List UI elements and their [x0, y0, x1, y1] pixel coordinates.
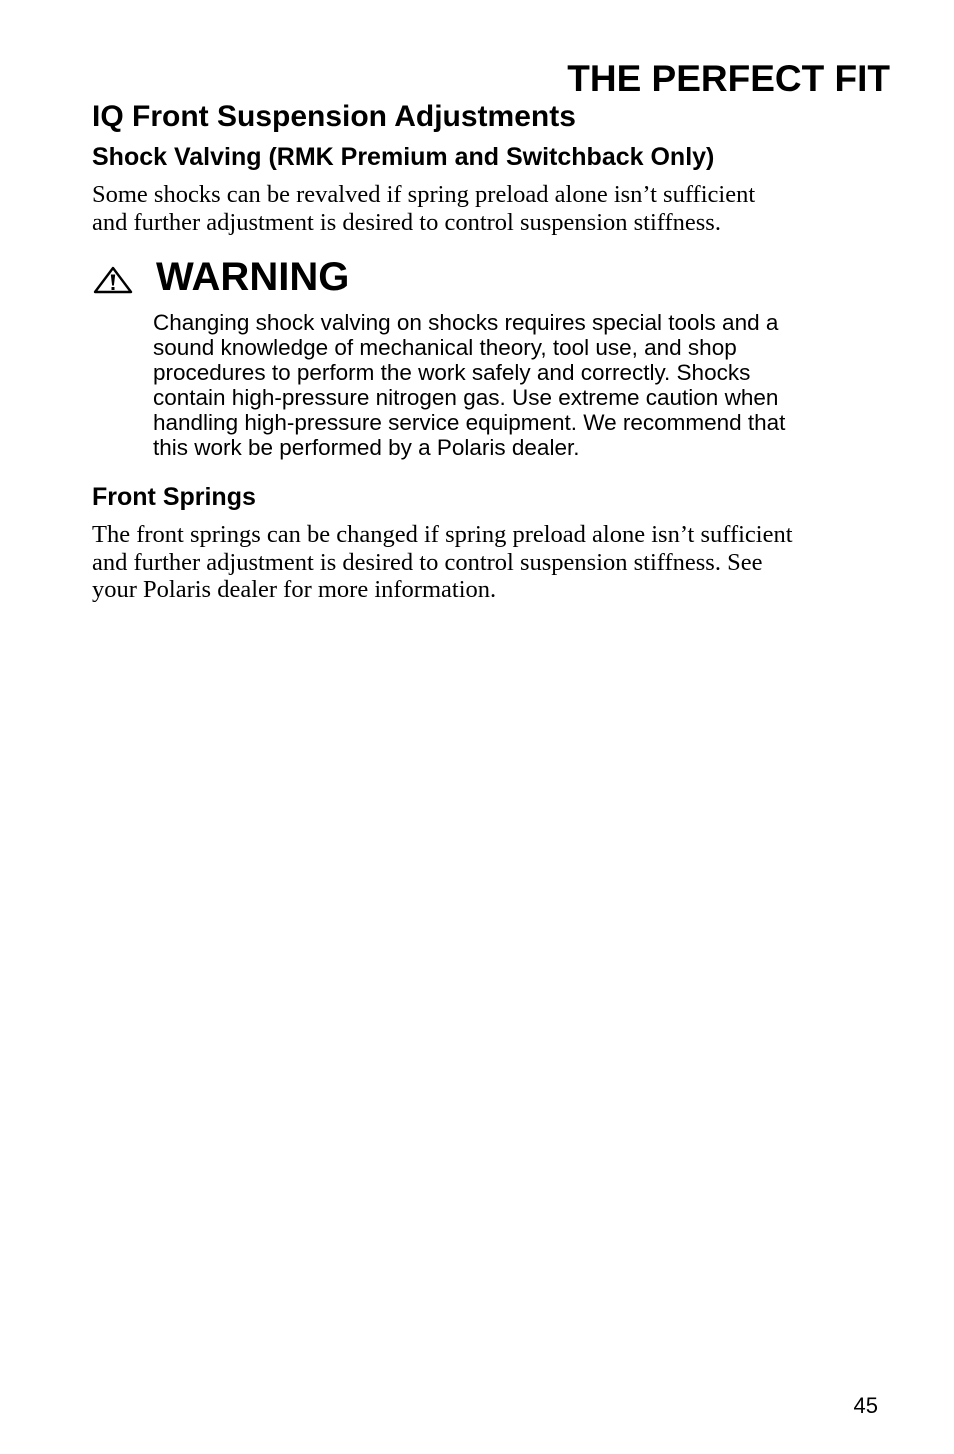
warning-line: Changing shock valving on shocks requires special tools and a [153, 310, 779, 335]
warning-line: procedures to perform the work safely and correctly. Shocks [153, 360, 751, 385]
warning-paragraph [153, 310, 883, 460]
warning-line: handling high-pressure service equipment. We recommend that [153, 410, 786, 435]
warning-line: contain high-pressure nitrogen gas. Use extreme caution when [153, 385, 779, 410]
warning-title: WARNING [156, 255, 350, 299]
warning-triangle-icon [93, 266, 133, 294]
section-title: IQ Front Suspension Adjustments [92, 100, 576, 133]
shock-valving-paragraph [92, 181, 902, 236]
front-springs-paragraph [92, 521, 902, 604]
paragraph-line: Some shocks can be revalved if spring preload alone isn’t sufficient [92, 181, 756, 208]
paragraph-line: The front springs can be changed if spring preload alone isn’t sufficient [92, 521, 793, 548]
paragraph-line: your Polaris dealer for more information. [92, 576, 497, 603]
paragraph-line: and further adjustment is desired to control suspension stiffness. [92, 208, 721, 236]
chapter-title: THE PERFECT FIT [567, 58, 890, 99]
paragraph-line: and further adjustment is desired to control suspension stiffness. See [92, 548, 763, 576]
page-number: 45 [853, 1393, 878, 1418]
front-springs-heading: Front Springs [92, 483, 256, 511]
warning-line: sound knowledge of mechanical theory, tool use, and shop [153, 335, 737, 360]
shock-valving-heading: Shock Valving (RMK Premium and Switchback Only) [92, 143, 715, 171]
warning-line: this work be performed by a Polaris dealer. [153, 435, 580, 460]
